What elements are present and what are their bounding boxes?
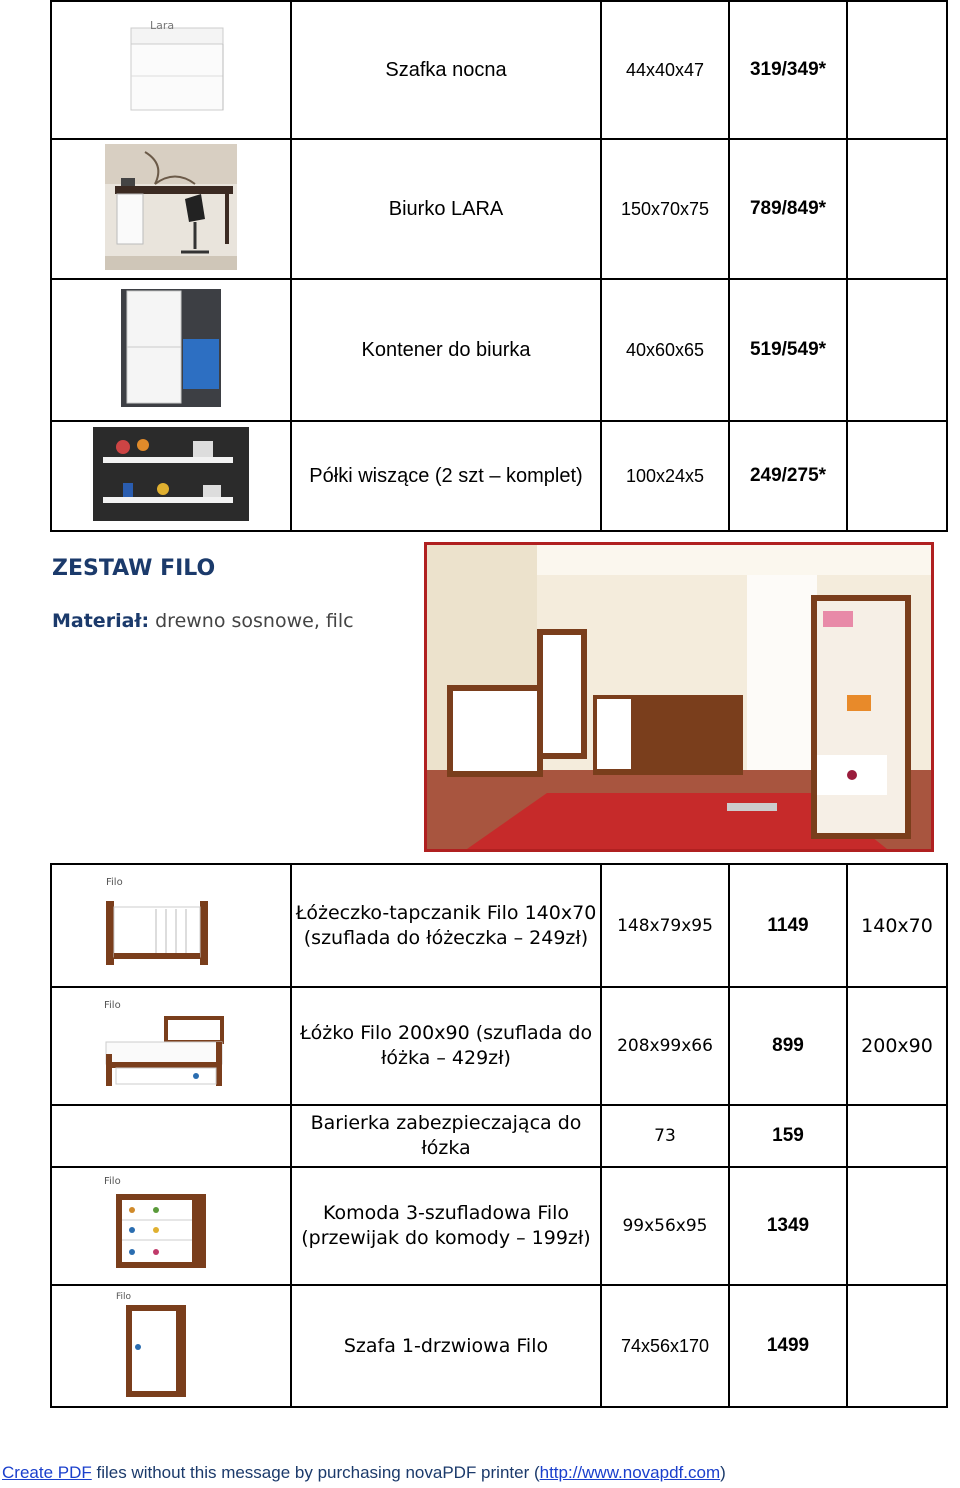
product-price: 1149 xyxy=(729,864,847,987)
empty-cell xyxy=(847,1,947,139)
product-dimensions: 208x99x66 xyxy=(601,987,729,1105)
material-line xyxy=(52,610,354,632)
table-row xyxy=(51,1,947,139)
table-row xyxy=(51,139,947,279)
wardrobe-photo-icon xyxy=(96,1289,246,1399)
product-price: 519/549* xyxy=(729,279,847,421)
empty-cell xyxy=(847,1285,947,1407)
product-price: 899 xyxy=(729,987,847,1105)
product-photo-cell xyxy=(51,139,291,279)
product-name: Barierka zabezpieczająca do łózka xyxy=(291,1105,601,1167)
mattress-size: 140x70 xyxy=(847,864,947,987)
product-photo-cell xyxy=(51,1167,291,1285)
shelves-photo-icon xyxy=(93,427,249,521)
product-dimensions: 40x60x65 xyxy=(601,279,729,421)
product-price: 1349 xyxy=(729,1167,847,1285)
empty-photo-cell xyxy=(51,1105,291,1167)
table-row xyxy=(51,864,947,987)
product-photo-cell xyxy=(51,864,291,987)
novapdf-url-link[interactable]: http://www.novapdf.com xyxy=(539,1463,721,1482)
table-row xyxy=(51,1167,947,1285)
brand-logo: Filo xyxy=(104,999,121,1011)
empty-cell xyxy=(847,1167,947,1285)
product-photo-cell xyxy=(51,1,291,139)
product-dimensions: 99x56x95 xyxy=(601,1167,729,1285)
material-label: Materiał: xyxy=(52,610,150,632)
product-name: Biurko LARA xyxy=(291,139,601,279)
product-name: Łóżko Filo 200x90 (szuflada do łóżka – 429zł) xyxy=(291,987,601,1105)
chest-of-drawers-photo-icon xyxy=(96,1172,246,1276)
bed-photo-icon xyxy=(96,994,246,1094)
empty-cell xyxy=(847,139,947,279)
table-row xyxy=(51,1285,947,1407)
novapdf-footer xyxy=(2,1463,726,1483)
empty-cell xyxy=(847,421,947,531)
table-row xyxy=(51,279,947,421)
product-price: 1499 xyxy=(729,1285,847,1407)
product-dimensions: 150x70x75 xyxy=(601,139,729,279)
footer-text: files without this message by purchasing novaPDF printer ( xyxy=(91,1463,540,1482)
create-pdf-link[interactable]: Create PDF xyxy=(2,1463,92,1482)
product-name: Łóżeczko-tapczanik Filo 140x70 (szuflada do łóżeczka – 249zł) xyxy=(291,864,601,987)
table-row xyxy=(51,987,947,1105)
product-name: Półki wiszące (2 szt – komplet) xyxy=(291,421,601,531)
product-name: Komoda 3-szufladowa Filo (przewijak do komody – 199zł) xyxy=(291,1167,601,1285)
section-title: ZESTAW FILO xyxy=(52,556,216,581)
product-photo-cell xyxy=(51,1285,291,1407)
table-row xyxy=(51,421,947,531)
mattress-size: 200x90 xyxy=(847,987,947,1105)
product-name: Kontener do biurka xyxy=(291,279,601,421)
table-row xyxy=(51,1105,947,1167)
desk-photo-icon xyxy=(105,144,237,270)
brand-logo: Filo xyxy=(106,877,123,888)
lara-table xyxy=(50,0,948,532)
product-price: 789/849* xyxy=(729,139,847,279)
drawer-container-photo-icon xyxy=(121,289,221,407)
material-value: drewno sosnowe, filc xyxy=(155,610,354,632)
empty-cell xyxy=(847,279,947,421)
product-photo-cell xyxy=(51,987,291,1105)
product-photo-cell xyxy=(51,279,291,421)
brand-logo: Filo xyxy=(116,1291,132,1302)
product-price: 249/275* xyxy=(729,421,847,531)
product-name: Szafka nocna xyxy=(291,1,601,139)
product-dimensions: 148x79x95 xyxy=(601,864,729,987)
product-price: 319/349* xyxy=(729,1,847,139)
product-dimensions: 74x56x170 xyxy=(601,1285,729,1407)
empty-cell xyxy=(847,1105,947,1167)
product-name: Szafa 1-drzwiowa Filo xyxy=(291,1285,601,1407)
brand-logo: Filo xyxy=(104,1175,121,1187)
product-dimensions: 100x24x5 xyxy=(601,421,729,531)
product-photo-cell xyxy=(51,421,291,531)
photo-label: Lara xyxy=(150,19,175,32)
product-dimensions: 73 xyxy=(601,1105,729,1167)
footer-text-end: ) xyxy=(720,1463,726,1482)
product-dimensions: 44x40x47 xyxy=(601,1,729,139)
filo-table xyxy=(50,863,948,1408)
product-price: 159 xyxy=(729,1105,847,1167)
cot-bed-photo-icon xyxy=(96,873,246,973)
nursery-room-photo-icon xyxy=(424,542,934,852)
nightstand-photo-icon xyxy=(101,18,241,118)
